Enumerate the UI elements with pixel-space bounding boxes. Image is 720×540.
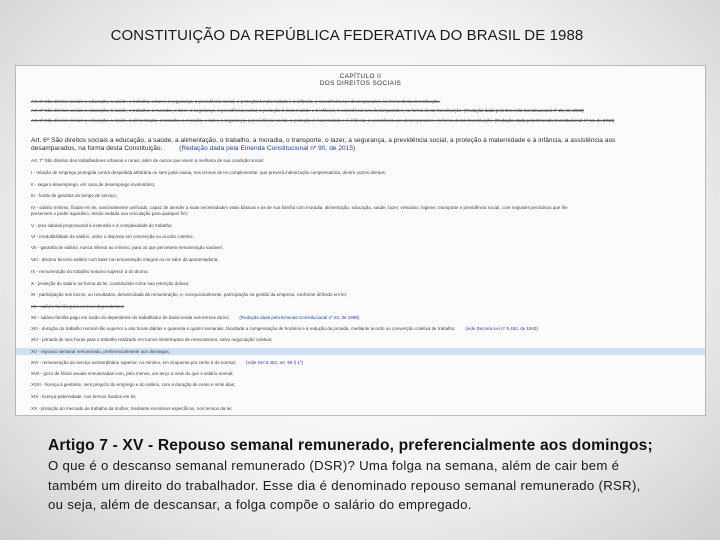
art7-item-iii: III - fundo de garantia do tempo de serviço; bbox=[31, 193, 117, 198]
art7-item-xi: XI - participação nos lucros, ou resultados, desvinculada da remuneração, e, excepcionalmente, participação na gestão da empresa, conforme definido em lei; bbox=[31, 292, 347, 297]
art7-item-vi: VI - irredutibilidade do salário, salvo o disposto em convenção ou acordo coletivo; bbox=[31, 234, 194, 239]
art6-current-text: Art. 6º São direitos sociais a educação, a saúde, a alimentação, o trabalho, a moradia, o transporte, o lazer, a segurança, a previdência social, a proteção à maternidade e à infância, a assistência aos bbox=[31, 137, 616, 144]
slide-title: CONSTITUIÇÃO DA REPÚBLICA FEDERATIVA DO BRASIL DE 1988 bbox=[110, 27, 584, 44]
art6-original-text: Art. 6º São direitos sociais a educação, a saúde, o trabalho, o lazer, a segurança, a previdência social, a proteção à maternidade e à infância, a assistência aos desamparados, na forma desta Constituição. bbox=[31, 99, 441, 104]
paragraph-line-3: ou seja, além de descansar, a folga compõe o salário do empregado. bbox=[48, 497, 472, 513]
paragraph-line-2: também um direito do trabalhador. Esse dia é denominado repouso semanal remunerado (RSR), bbox=[48, 477, 641, 493]
art6-current-text-end: desamparados, na forma desta Constituição. bbox=[31, 145, 163, 152]
art7-item-xvi-text: XVI - remuneração do serviço extraordinário superior, no mínimo, em cinquenta por cento à do normal; bbox=[31, 360, 236, 365]
chapter-heading bbox=[16, 73, 705, 88]
art7-item-xvii: XVII - gozo de férias anuais remuneradas com, pelo menos, um terço a mais do que o salário normal; bbox=[31, 371, 234, 376]
art7-item-iv: IV - salário mínimo, fixado em lei, nacionalmente unificado, capaz de atender a suas necessidades vitais básicas e às de sua família com moradia, alimentação, educação, saúde, lazer, vestuário, higiene, transporte e previdência social, com reajustes periódicos que lhe bbox=[31, 205, 568, 210]
article-heading: Artigo 7 - XV - Repouso semanal remunerado, preferencialmente aos domingos; bbox=[48, 437, 653, 454]
art7-item-ix: IX - remuneração do trabalho noturno superior à do diurno; bbox=[31, 269, 149, 274]
art7-item-xx: XX - proteção do mercado de trabalho da mulher, mediante incentivos específicos, nos termos da lei; bbox=[31, 406, 233, 411]
art7-item-viii: VIII - décimo terceiro salário com base na remuneração integral ou no valor da aposentadoria; bbox=[31, 257, 219, 262]
art7-item-xiv: XIV - jornada de seis horas para o trabalho realizado em turnos ininterruptos de revezamento, salvo negociação coletiva; bbox=[31, 337, 273, 342]
art7-item-xix: XIX - licença-paternidade, nos termos fixados em lei; bbox=[31, 394, 137, 399]
art7-item-xvi bbox=[31, 360, 303, 365]
art7-item-xii bbox=[31, 315, 359, 320]
art7-item-xii-original: XII - salário-família para os seus dependentes; bbox=[31, 304, 125, 309]
explanation-block bbox=[48, 436, 698, 515]
art7-item-xiii bbox=[31, 326, 538, 331]
art6-current-text-cont bbox=[31, 145, 355, 152]
chapter-number: CAPÍTULO II bbox=[339, 73, 382, 80]
art7-item-v: V - piso salarial proporcional à extensão e à complexidade do trabalho; bbox=[31, 223, 173, 228]
art7-item-x: X - proteção do salário na forma da lei, constituindo crime sua retenção dolosa; bbox=[31, 281, 190, 286]
chapter-subtitle: DOS DIREITOS SOCIAIS bbox=[319, 80, 402, 88]
art7-item-xiii-note[interactable]: (vide Decreto-Lei nº 5.452, de 1943) bbox=[465, 326, 539, 331]
art7-item-xvi-note[interactable]: (Vide Del 5.452, art. 59 § 1º) bbox=[246, 360, 304, 365]
constitution-excerpt-image bbox=[15, 65, 706, 416]
art7-item-xv-highlighted: XV - repouso semanal remunerado, preferencialmente aos domingos; bbox=[31, 349, 170, 354]
art7-item-vii: VII - garantia de salário, nunca inferior ao mínimo, para os que percebem remuneração variável; bbox=[31, 245, 223, 250]
art7-item-iv-cont: preservem o poder aquisitivo, sendo vedada sua vinculação para qualquer fim; bbox=[31, 211, 189, 216]
paragraph-line-1: O que é o descanso semanal remunerado (DSR)? Uma folga na semana, além de cair bem é bbox=[48, 458, 620, 473]
explanation-paragraph bbox=[48, 456, 698, 515]
art6-amendment-note[interactable]: (Redação dada pela Emenda Constitucional nº 90, de 2015) bbox=[179, 145, 356, 152]
art7-item-xiii-text: XIII - duração do trabalho normal não superior a oito horas diárias e quarenta e quatro semanais, facultada a compensação de horários e a redução da jornada, mediante acordo ou convenção coletiva de trabalho; bbox=[31, 326, 456, 331]
art7-caput: Art. 7º São direitos dos trabalhadores urbanos e rurais, além de outros que visem à melhoria de sua condição social: bbox=[31, 158, 264, 163]
art6-amended-text-2010: Art. 6º São direitos sociais a educação, a saúde, a alimentação, o trabalho, a moradia, o lazer, a segurança, a previdência social, a proteção à maternidade e à infância, a assistência aos desamparados, na forma desta Constituição. (Redação dada pela Emenda Constitucional nº 64, de 2010) bbox=[31, 118, 615, 123]
art7-item-xviii: XVIII - licença à gestante, sem prejuízo do emprego e do salário, com a duração de cento e vinte dias; bbox=[31, 382, 236, 387]
art7-item-xii-note[interactable]: (Redação dada pela Emenda Constitucional nº 20, de 1998) bbox=[239, 315, 360, 320]
art7-item-xii-text: XII - salário-família pago em razão do dependente do trabalhador de baixa renda nos termos da lei; bbox=[31, 315, 230, 320]
art6-amended-text-2000: Art. 6º São direitos sociais a educação, a saúde, o trabalho, a moradia, o lazer, a segurança, a previdência social, a proteção à maternidade e à infância, a assistência aos desamparados, na forma desta Constituição. (Redação dada pela Emenda Constitucional nº 26, de 2000) bbox=[31, 108, 584, 113]
art7-item-i: I - relação de emprego protegida contra despedida arbitrária ou sem justa causa, nos termos de lei complementar, que preverá indenização compensatória, dentre outros direitos; bbox=[31, 170, 387, 175]
art7-item-ii: II - seguro-desemprego, em caso de desemprego involuntário; bbox=[31, 182, 156, 187]
